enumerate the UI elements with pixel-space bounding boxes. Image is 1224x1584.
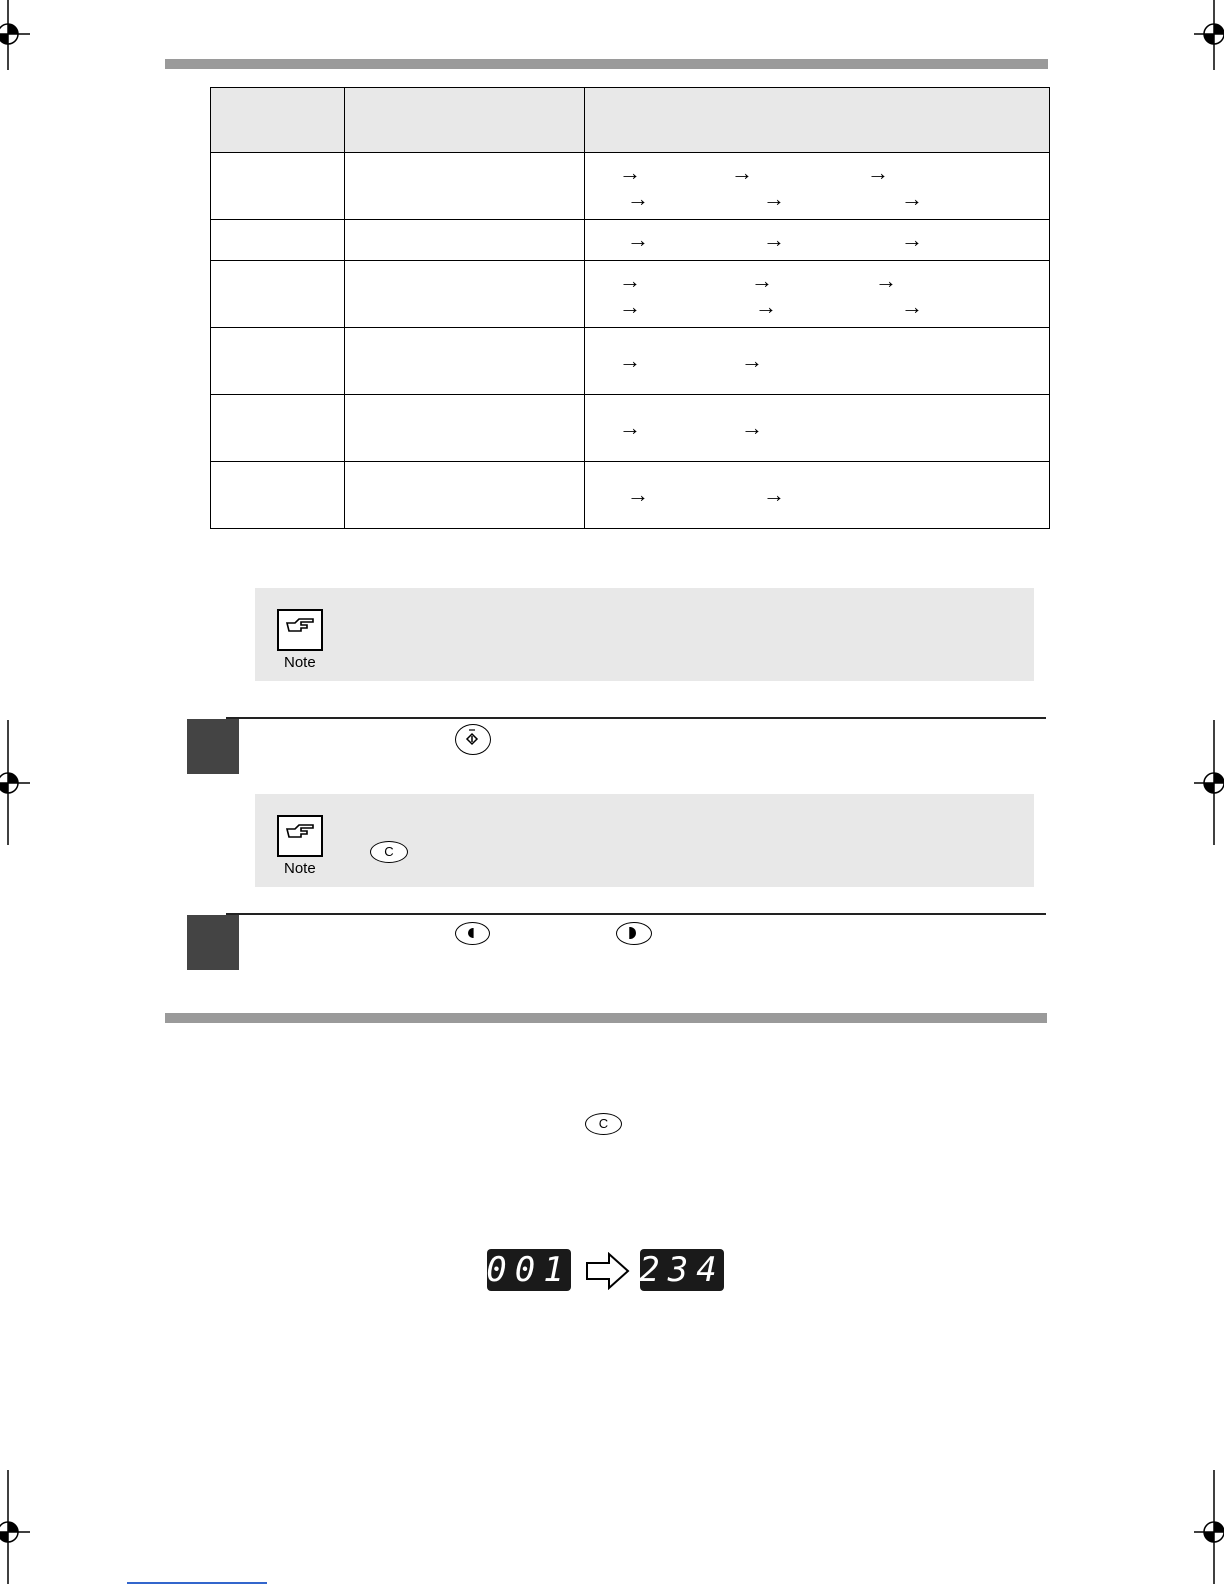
registration-mark-top-left: [0, 0, 40, 80]
clear-key-icon: [585, 1113, 622, 1135]
registration-mark-mid-left: [0, 720, 40, 850]
top-section-rule: [165, 59, 1048, 69]
table-row: [211, 220, 1050, 261]
arrow-glyph: →: [751, 268, 773, 293]
note-box: [255, 794, 1034, 887]
table-cell: [211, 395, 345, 462]
right-arrow-icon: [585, 1252, 631, 1290]
table-row: [211, 395, 1050, 462]
arrow-glyph: →: [867, 160, 889, 185]
table-cell: [345, 153, 585, 220]
table-cell: [345, 328, 585, 395]
note-box: [255, 588, 1034, 681]
registration-mark-bottom-right: [1184, 1470, 1224, 1584]
arrow-glyph: →: [755, 294, 777, 319]
clear-key-icon: [370, 841, 408, 863]
section-rule: [165, 1013, 1047, 1023]
arrow-glyph: →: [627, 227, 649, 252]
arrow-glyph: →: [619, 348, 641, 373]
arrow-glyph: →: [619, 268, 641, 293]
copy-count-display-after: 234: [639, 1250, 725, 1290]
ratio-sequence-cell: [585, 220, 1050, 261]
arrow-glyph: →: [763, 227, 785, 252]
table-cell: [211, 462, 345, 529]
table-cell: [345, 462, 585, 529]
copy-count-display-before: 001: [486, 1250, 572, 1290]
start-key-icon: [455, 724, 491, 755]
note-label: Note: [284, 654, 316, 671]
arrow-glyph: →: [901, 227, 923, 252]
clear-key-letter: C: [598, 1116, 609, 1131]
darker-key-icon: [616, 922, 652, 945]
table-header-cell: [585, 88, 1050, 153]
ratio-sequence-cell: [585, 153, 1050, 220]
table-row: [211, 261, 1050, 328]
ratio-sequence-cell: [585, 328, 1050, 395]
table-header-cell: [345, 88, 585, 153]
arrow-glyph: →: [619, 415, 641, 440]
lighter-key-icon: [455, 922, 490, 945]
table-cell: [211, 261, 345, 328]
arrow-glyph: →: [627, 186, 649, 211]
arrow-glyph: →: [741, 348, 763, 373]
arrow-glyph: →: [875, 268, 897, 293]
arrow-glyph: →: [731, 160, 753, 185]
registration-mark-mid-right: [1184, 720, 1224, 850]
arrow-glyph: →: [627, 482, 649, 507]
table-cell: [345, 395, 585, 462]
table-row: [211, 153, 1050, 220]
clear-key-letter: C: [384, 844, 394, 859]
arrow-glyph: →: [901, 294, 923, 319]
arrow-glyph: →: [901, 186, 923, 211]
link-underline[interactable]: [127, 1582, 267, 1584]
ratio-table: [210, 87, 1050, 529]
table-header-cell: [211, 88, 345, 153]
note-hand-icon: [277, 609, 323, 651]
table-cell: [345, 220, 585, 261]
step-number-block: [187, 915, 239, 970]
ratio-sequence-cell: [585, 462, 1050, 529]
step-divider: [226, 913, 1046, 915]
registration-mark-top-right: [1184, 0, 1224, 80]
ratio-sequence-cell: [585, 395, 1050, 462]
table-cell: [345, 261, 585, 328]
table-row: [211, 462, 1050, 529]
arrow-glyph: →: [741, 415, 763, 440]
table-row: [211, 328, 1050, 395]
note-label: Note: [284, 860, 316, 877]
step-number-block: [187, 719, 239, 774]
registration-mark-bottom-left: [0, 1470, 40, 1584]
arrow-glyph: →: [763, 482, 785, 507]
table-cell: [211, 328, 345, 395]
table-cell: [211, 220, 345, 261]
ratio-sequence-cell: [585, 261, 1050, 328]
table-cell: [211, 153, 345, 220]
arrow-glyph: →: [763, 186, 785, 211]
arrow-glyph: →: [619, 160, 641, 185]
note-hand-icon: [277, 815, 323, 857]
step-divider: [226, 717, 1046, 719]
arrow-glyph: →: [619, 294, 641, 319]
